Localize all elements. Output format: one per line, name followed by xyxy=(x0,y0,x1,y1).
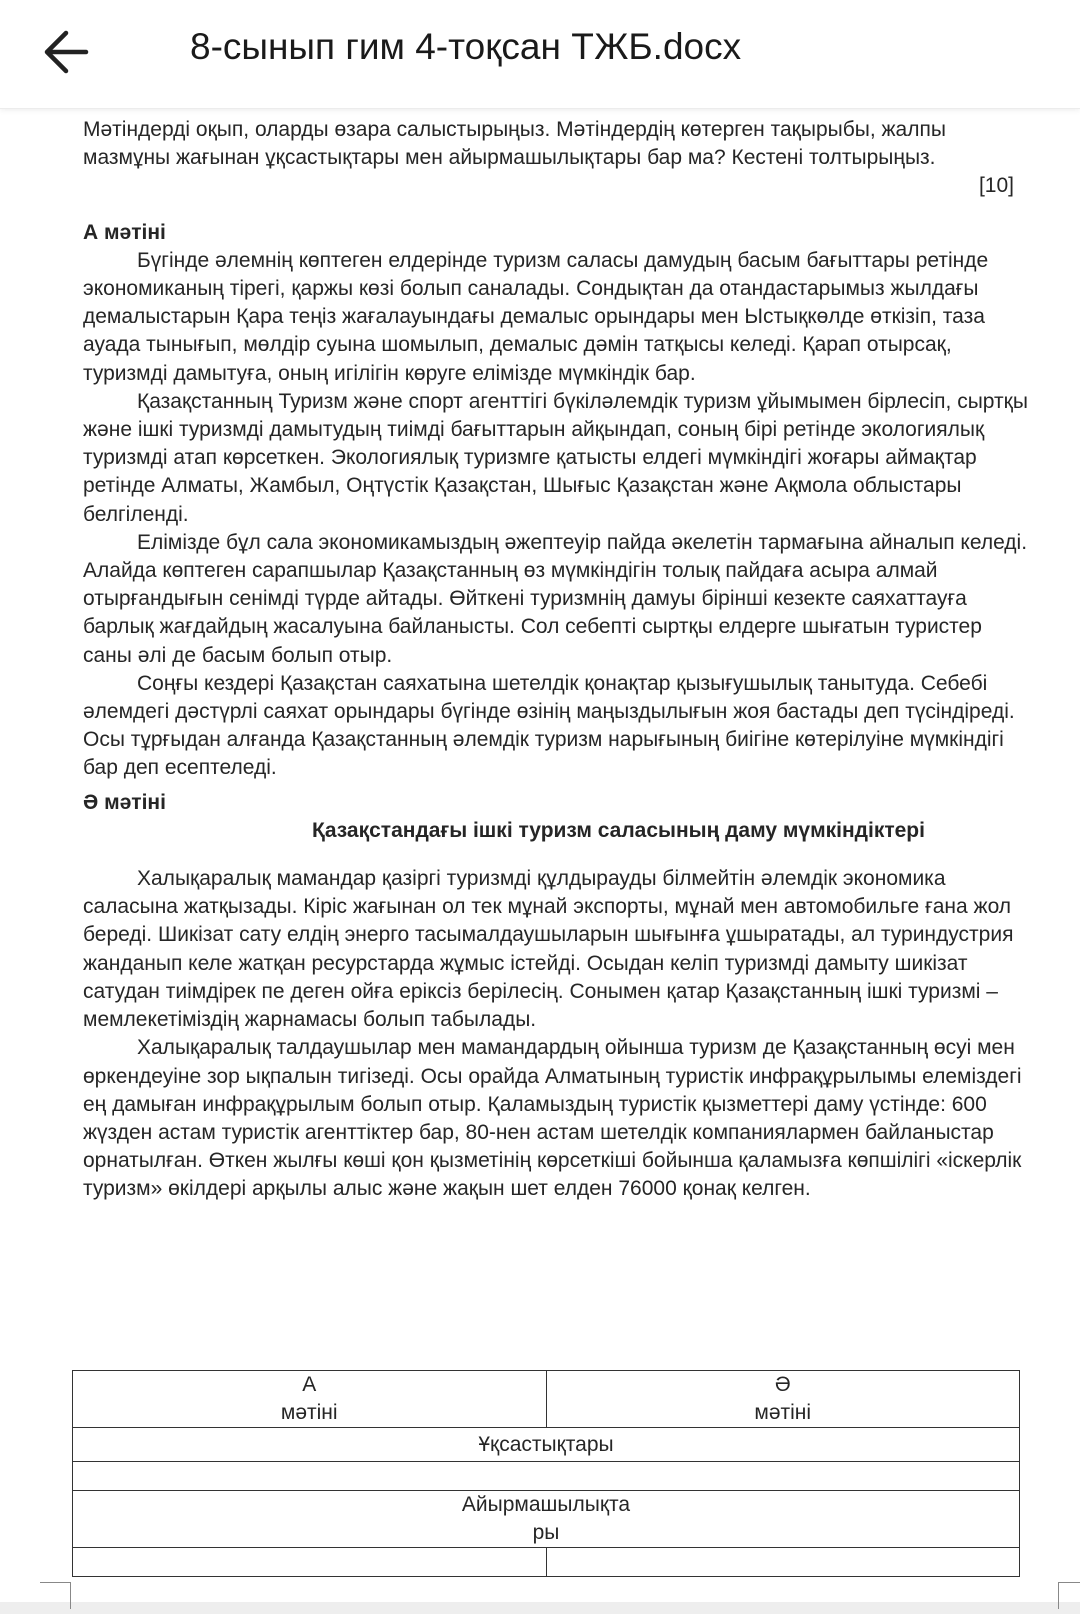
arrow-left-icon[interactable] xyxy=(40,26,96,78)
text-a-paragraph: Қазақстанның Туризм және спорт агенттігі бүкіләлемдік туризм ұйымымен бірлесіп, сыртқы және ішкі туризмді дамытудың тиімді бағыттарын айқындап, соның бірі ретінде экологиялық туризмді атап көрсеткен. Экологиялық туризмге қатысты елдегі мүмкіндігі жоғары аймақтар ретінде Алматы, Жамбыл, Оңтүстік Қазақстан, Шығыс Қазақстан және Ақмола облыстары белгіленді. xyxy=(83,389,1028,526)
text-a-heading: А мәтіні xyxy=(83,220,166,244)
instruction-text: Мәтіндерді оқып, оларды өзара салыстырыңыз. Мәтіндердің көтерген тақырыбы, жалпы мазмұны жағынан ұқсастықтары мен айырмашылықтары бар ма? Кестені толтырыңыз. xyxy=(83,118,946,170)
similarities-label: Ұқсастықтары xyxy=(73,1428,1020,1462)
text-b-heading: Ә мәтіні xyxy=(83,790,166,814)
differences-label xyxy=(73,1491,1020,1548)
document-title: 8-сынып гим 4-тоқсан ТЖБ.docx xyxy=(190,26,742,67)
table-header-text-b-line2: мәтіні xyxy=(754,1401,812,1424)
text-b-paragraph: Халықаралық талдаушылар мен мамандардың ойынша туризм де Қазақстанның өсуі мен өркендеуіне зор ықпалын тигізеді. Осы орайда Алматының туристік инфрақұрылымы елеміздегі ең дамыған инфрақұрылым болып отыр. Қаламыздың туристік қызметтері даму үстінде: 600 жүзден астам туристік агенттіктер бар, 80-нен астам шетелдік компаниялармен байланыстар орнатылған. Өткен жылғы көші қон қызметінің көрсеткіші бойынша қаламызға көпшілігі «іскерлік туризм» өкілдері арқылы алыс және жақын шет елден 76000 қонақ келген. xyxy=(83,1036,1022,1201)
text-a-paragraph: Соңғы кездері Қазақстан саяхатына шетелдік қонақтар қызығушылық танытуда. Себебі әлемдегі дәстүрлі саяхат орындары бүгінде өзінің маңыздылығын жоя бастады деп түсіндіреді. Осы тұрғыдан алғанда Қазақстанның әлемдік туризм нарығының биігіне көтерілуіне мүмкіндігі бар деп есептеледі. xyxy=(83,671,1015,780)
table-header-text-b xyxy=(546,1371,1020,1428)
differences-label-line2: ры xyxy=(532,1521,560,1544)
similarities-cell[interactable] xyxy=(73,1462,1020,1491)
differences-label-line1: Айырмашылықта xyxy=(461,1493,631,1516)
table-header-text-a xyxy=(73,1371,547,1428)
text-b-subtitle: Қазақстандағы ішкі туризм саласының даму мүмкіндіктері xyxy=(312,818,925,842)
page-corner-mark-right xyxy=(1058,1582,1080,1609)
back-button[interactable] xyxy=(40,26,96,78)
page-corner-mark-left xyxy=(40,1582,71,1609)
page-bottom-edge xyxy=(0,1602,1080,1614)
comparison-table xyxy=(72,1370,1020,1577)
document-body xyxy=(83,116,1034,1204)
text-b-paragraph: Халықаралық мамандар қазіргі туризмді құлдырауды білмейтін әлемдік экономика саласына жатқызады. Кіріс жағынан ол тек мұнай экспорты, мұнай мен автомобильге ғана жол береді. Шикізат сату елдің энерго тасымалдаушыларын шығынға ұшыратады, ал туриндустрия жанданып келе жатқан ресурстарда жұмыс істейді. Осыдан келіп туризмді дамыту шикізат сатудан тиімдірек пе деген ойға еріксіз берілесің. Сонымен қатар Қазақстанның ішкі туризмі – мемлекетіміздің жарнамасы болып табылады. xyxy=(83,867,1014,1032)
app-header xyxy=(0,0,1080,109)
table-header-text-a-line2: мәтіні xyxy=(280,1401,338,1424)
text-a-paragraph: Бүгінде әлемнің көптеген елдерінде туризм саласы дамудың басым бағыттары ретінде экономиканың тірегі, қаржы көзі болып саналады. Сондықтан да отандастарымыз жылдағы демалыстарын Қара теңіз жағалауындағы демалыс орындары мен Ыстықкөлде өткізіп, таза ауада тынығып, мөлдір суына шомылып, демалыс дәмін татқысы келеді. Қарап отырсақ, туризмді дамытуға, оның игілігін көруге елімізде мүмкіндік бар. xyxy=(83,248,989,385)
table-header-text-b-line1: Ә xyxy=(774,1373,791,1396)
differences-cell-b[interactable] xyxy=(546,1548,1020,1577)
table-header-text-a-line1: А xyxy=(302,1373,317,1396)
text-a-paragraph: Елімізде бұл сала экономикамыздың әжептеуір пайда әкелетін тармағына айналып келеді. Алайда көптеген сарапшылар Қазақстанның өз мүмкіндігін толық пайдаға асыра алмай отырғандығын сенімді түрде айтады. Өйткені туризмнің дамуы бірінші кезекте саяхаттауға барлық жағдайдың жасалуына байланысты. Сол себепті сыртқы елдерге шығатын туристер саны әлі де басым болып отыр. xyxy=(83,530,1028,667)
score-label: [10] xyxy=(978,174,1014,198)
differences-cell-a[interactable] xyxy=(73,1548,547,1577)
